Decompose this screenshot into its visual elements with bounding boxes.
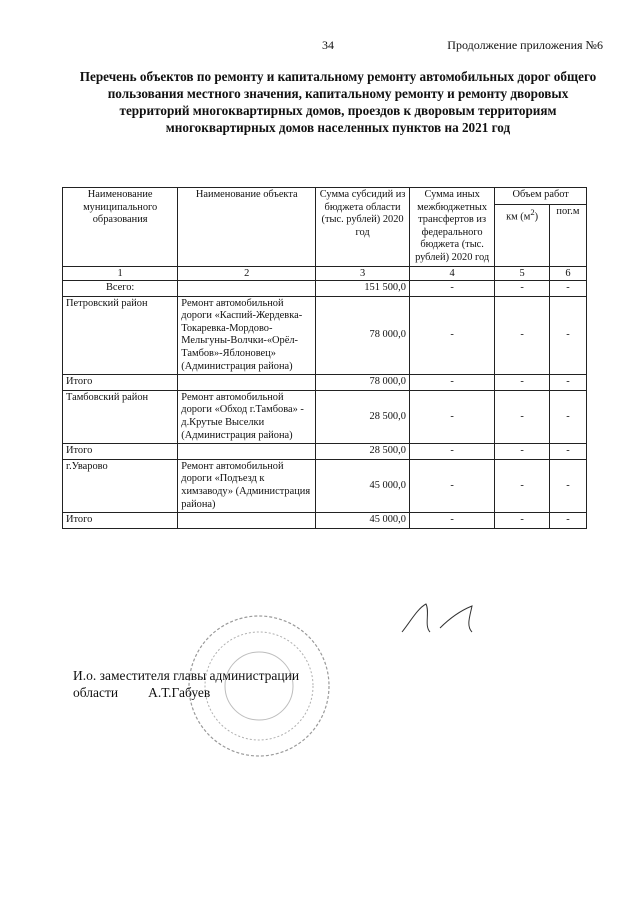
municipality-cell: г.Уварово (63, 459, 178, 512)
object-cell: Ремонт автомобильной дороги «Обход г.Тамбова» - д.Крутые Выселки (Администрация района) (178, 390, 316, 443)
municipality-cell: Тамбовский район (63, 390, 178, 443)
handwritten-mark (400, 598, 510, 638)
signature-block (73, 667, 299, 701)
subtotal-row: Итого 45 000,0 - - - (63, 513, 587, 529)
object-cell: Ремонт автомобильной дороги «Каспий-Жердевка-Токаревка-Мордово-Мельгуны-Волчки-«Орёл-Тамбов»-Яблоновец» (Администрация района) (178, 296, 316, 375)
header-transfers: Сумма иных межбюджетных трансфертов из федерального бюджета (тыс. рублей) 2020 год (409, 188, 494, 267)
column-numbers-row: 1 2 3 4 5 6 (63, 267, 587, 281)
header-pm: пог.м (549, 205, 586, 267)
header-municipality: Наименование муниципального образования (63, 188, 178, 267)
header-km: км $(м^2)$ (495, 205, 550, 267)
table-header-row (63, 188, 587, 205)
signer-region: области (73, 685, 119, 700)
table-row: г.Уварово Ремонт автомобильной дороги «Подъезд к химзаводу» (Администрация района) 45 000,0 - - - (63, 459, 587, 512)
header-volume: Объем работ (495, 188, 587, 205)
signer-position: И.о. заместителя главы администрации (73, 668, 300, 683)
appendix-label: Продолжение приложения №6 (447, 38, 603, 52)
object-cell: Ремонт автомобильной дороги «Подъезд к химзаводу» (Администрация района) (178, 459, 316, 512)
subsidy-cell: 28 500,0 (316, 390, 410, 443)
header-subsidy: Сумма субсидий из бюджета области (тыс. рублей) 2020 год (316, 188, 410, 267)
total-row: Всего: 151 500,0 - - - (63, 281, 587, 297)
header-object: Наименование объекта (178, 188, 316, 267)
municipality-cell: Петровский район (63, 296, 178, 375)
subtotal-row: Итого 28 500,0 - - - (63, 444, 587, 460)
document-title: Перечень объектов по ремонту и капитальному ремонту автомобильных дорог общего пользования местного значения, капитальному ремонту и ремонту дворовых территорий многоквартирных домов, проездов к дворовым территориям многоквартирных домов населенных пунктов на 2021 год (79, 69, 597, 135)
table-row: Петровский район Ремонт автомобильной дороги «Каспий-Жердевка-Токаревка-Мордово-Мельгуны-Волчки-«Орёл-Тамбов»-Яблоновец» (Администрация района) 78 000,0 - - - (63, 296, 587, 375)
signer-name: А.Т.Габуев (148, 685, 211, 700)
subtotal-row: Итого 78 000,0 - - - (63, 375, 587, 391)
page-number: 34 (322, 38, 334, 52)
subsidy-cell: 45 000,0 (316, 459, 410, 512)
table-row: Тамбовский район Ремонт автомобильной дороги «Обход г.Тамбова» - д.Крутые Выселки (Администрация района) 28 500,0 - - - (63, 390, 587, 443)
objects-table (62, 187, 587, 529)
subsidy-cell: 78 000,0 (316, 296, 410, 375)
